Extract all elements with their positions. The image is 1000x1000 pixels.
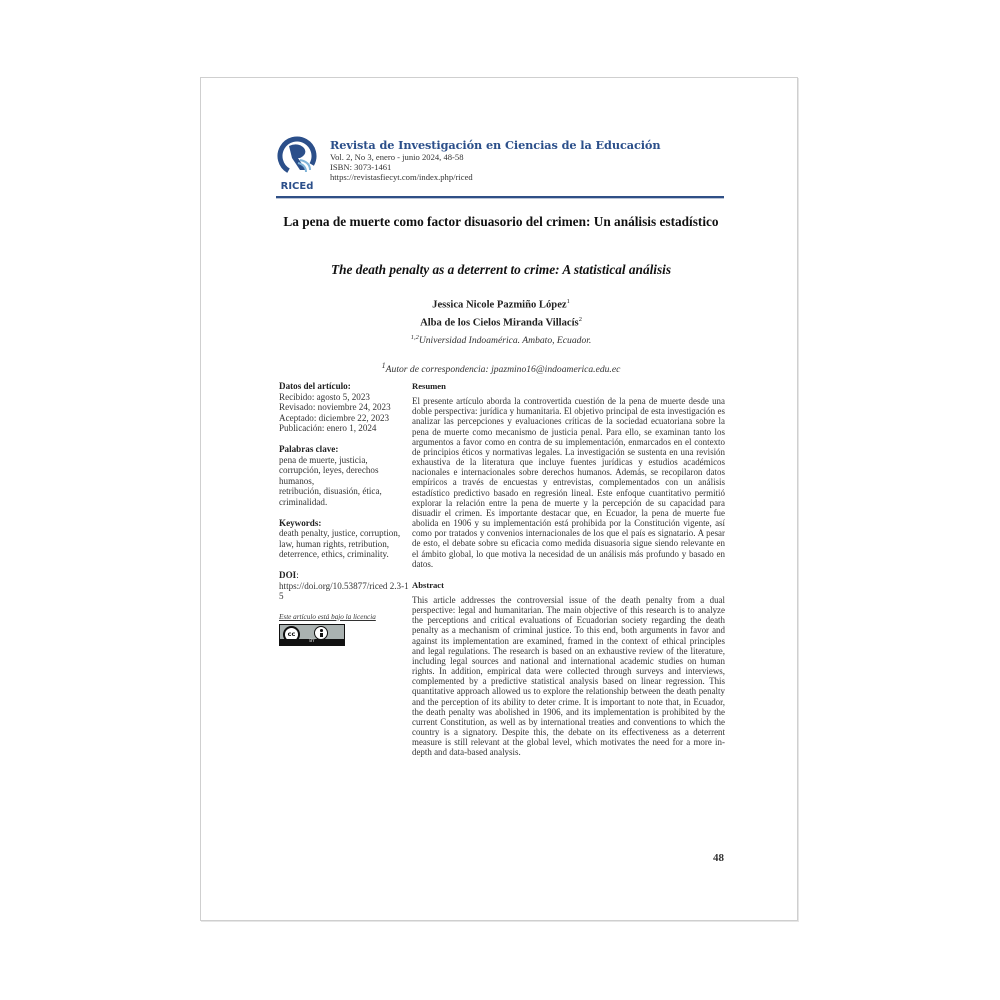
riced-logo <box>276 136 318 192</box>
resumen-heading: Resumen <box>412 381 446 391</box>
license-block <box>279 612 409 647</box>
journal-title: Revista de Investigación en Ciencias de la Educación <box>330 138 661 152</box>
doi-heading-row: DOI: <box>279 569 299 580</box>
article-dates <box>279 381 409 434</box>
journal-isbn: ISBN: 3073-1461 <box>330 162 392 172</box>
correspondence: $^1$Autor de correspondencia: jpazmino16@indoamerica.edu.ec <box>381 361 621 376</box>
by-label: BY <box>280 639 344 645</box>
author-2: Alba de los Cielos Miranda Villacís$^2$ <box>420 315 582 329</box>
journal-header <box>276 136 726 196</box>
journal-url[interactable]: https://revistasfiecyt.com/index.php/riced <box>330 172 473 182</box>
keywords-en-heading: Keywords: <box>279 517 322 528</box>
abstract-text: This article addresses the controversial issue of the death penalty from a dual perspective: legal and humanitarian. The main objective of this research is to analyze the perceptions and critical evaluations of Ecuadorian society regarding the death penalty as a mechanism of criminal justice. To this end, both arguments in favor and against its implementation are examined, framed in the context of ethical principles and legal regulations. The research is based on an exhaustive review of the literature, including legal sources and national and international academic studies on human rights. In addition, empirical data were collected through surveys and interviews, complemented by a predictive statistical analysis based on linear regression. This quantitative approach allowed us to explore the relationship between the death penalty and the perception of its ability to deter crime. It is important to note that, in Ecuador, the death penalty was abolished in 1906, and its implementation is prohibited by the current Constitution, as well as by international treaties and conventions to which the country is a signatory. Despite this, the debate on its effectiveness as a deterrent measure is still relevant at the global level, which motivates the need for a more in-depth and data-based analysis. <box>412 594 725 758</box>
revised-date: Revisado: noviembre 24, 2023 <box>279 402 391 413</box>
published-date: Publicación: enero 1, 2024 <box>279 423 377 434</box>
received-date: Recibido: agosto 5, 2023 <box>279 391 370 402</box>
doi-block <box>279 570 409 602</box>
dates-heading: Datos del artículo: <box>279 381 351 391</box>
page-number: 48 <box>713 852 724 864</box>
keywords-es-text-2: retribución, disuasión, ética, criminalidad. <box>279 486 382 507</box>
header-divider <box>276 196 724 199</box>
logo-text: RICEd <box>280 181 314 192</box>
keywords-english <box>279 518 409 560</box>
attribution-person-icon <box>314 626 328 640</box>
cc-icon: cc <box>283 626 300 643</box>
affiliation: $^{1,2}$Universidad Indoamérica. Ambato, Ecuador. <box>410 334 592 347</box>
author-1: Jessica Nicole Pazmiño López$^1$ <box>432 298 570 311</box>
resumen-text: El presente artículo aborda la controvertida cuestión de la pena de muerte desde una doble perspectiva: jurídica y humanitaria. El objetivo principal de esta investigación es analizar las percepciones y evaluaciones críticas de la sociedad ecuatoriana sobre la pena de muerte como mecanismo de justicia penal. Para ello, se examinan tanto los argumentos a favor como en contra de su implementación, enmarcados en el contexto de principios éticos y normativas legales. La investigación se sustenta en una revisión exhaustiva de la literatura que incluye fuentes jurídicas y estudios académicos nacionales e internacionales sobre derechos humanos. Además, se recopilaron datos empíricos a través de encuestas y entrevistas, complementados con un análisis estadístico predictivo basado en regresión lineal. Este enfoque cuantitativo permitió explorar la relación entre la pena de muerte y la percepción de su capacidad para disuadir el crimen. Es importante destacar que, en Ecuador, la pena de muerte fue abolida en 1906 y su implementación está prohibida por la Constitución vigente, así como por tratados y convenios internacionales de los que el país es signatario. A pesar de esto, el debate sobre su eficacia como medida disuasoria sigue siendo relevante en el ámbito global, lo que motiva la necesidad de un análisis más profundo y basado en datos. <box>412 396 725 569</box>
article-metadata-sidebar <box>279 381 409 646</box>
keywords-es-heading: Palabras clave: <box>279 443 339 454</box>
abstract-column <box>412 381 725 768</box>
keywords-es-text: pena de muerte, justicia, corrupción, leyes, derechos humanos, <box>279 454 379 486</box>
journal-volume: Vol. 2, No 3, enero - junio 2024, 48-58 <box>330 152 464 162</box>
keywords-en-text: death penalty, justice, corruption, law, human rights, retribution, deterrence, ethics, criminality. <box>279 528 401 560</box>
cc-by-license-badge[interactable] <box>279 624 345 646</box>
authors <box>261 295 741 330</box>
accepted-date: Aceptado: diciembre 22, 2023 <box>279 412 390 423</box>
license-text[interactable]: Este artículo está bajo la licencia <box>279 612 376 621</box>
doi-heading: DOI <box>279 569 297 580</box>
doi-link[interactable]: https://doi.org/10.53877/riced 2.3-15 <box>279 580 409 602</box>
document-page <box>200 77 798 921</box>
article-title-spanish: La pena de muerte como factor disuasorio del crimen: Un análisis estadístico <box>283 214 719 229</box>
keywords-spanish <box>279 444 409 508</box>
abstract-heading: Abstract <box>412 579 444 590</box>
journal-info <box>330 138 660 182</box>
article-title-english: The death penalty as a deterrent to crime: A statistical análisis <box>330 262 672 277</box>
